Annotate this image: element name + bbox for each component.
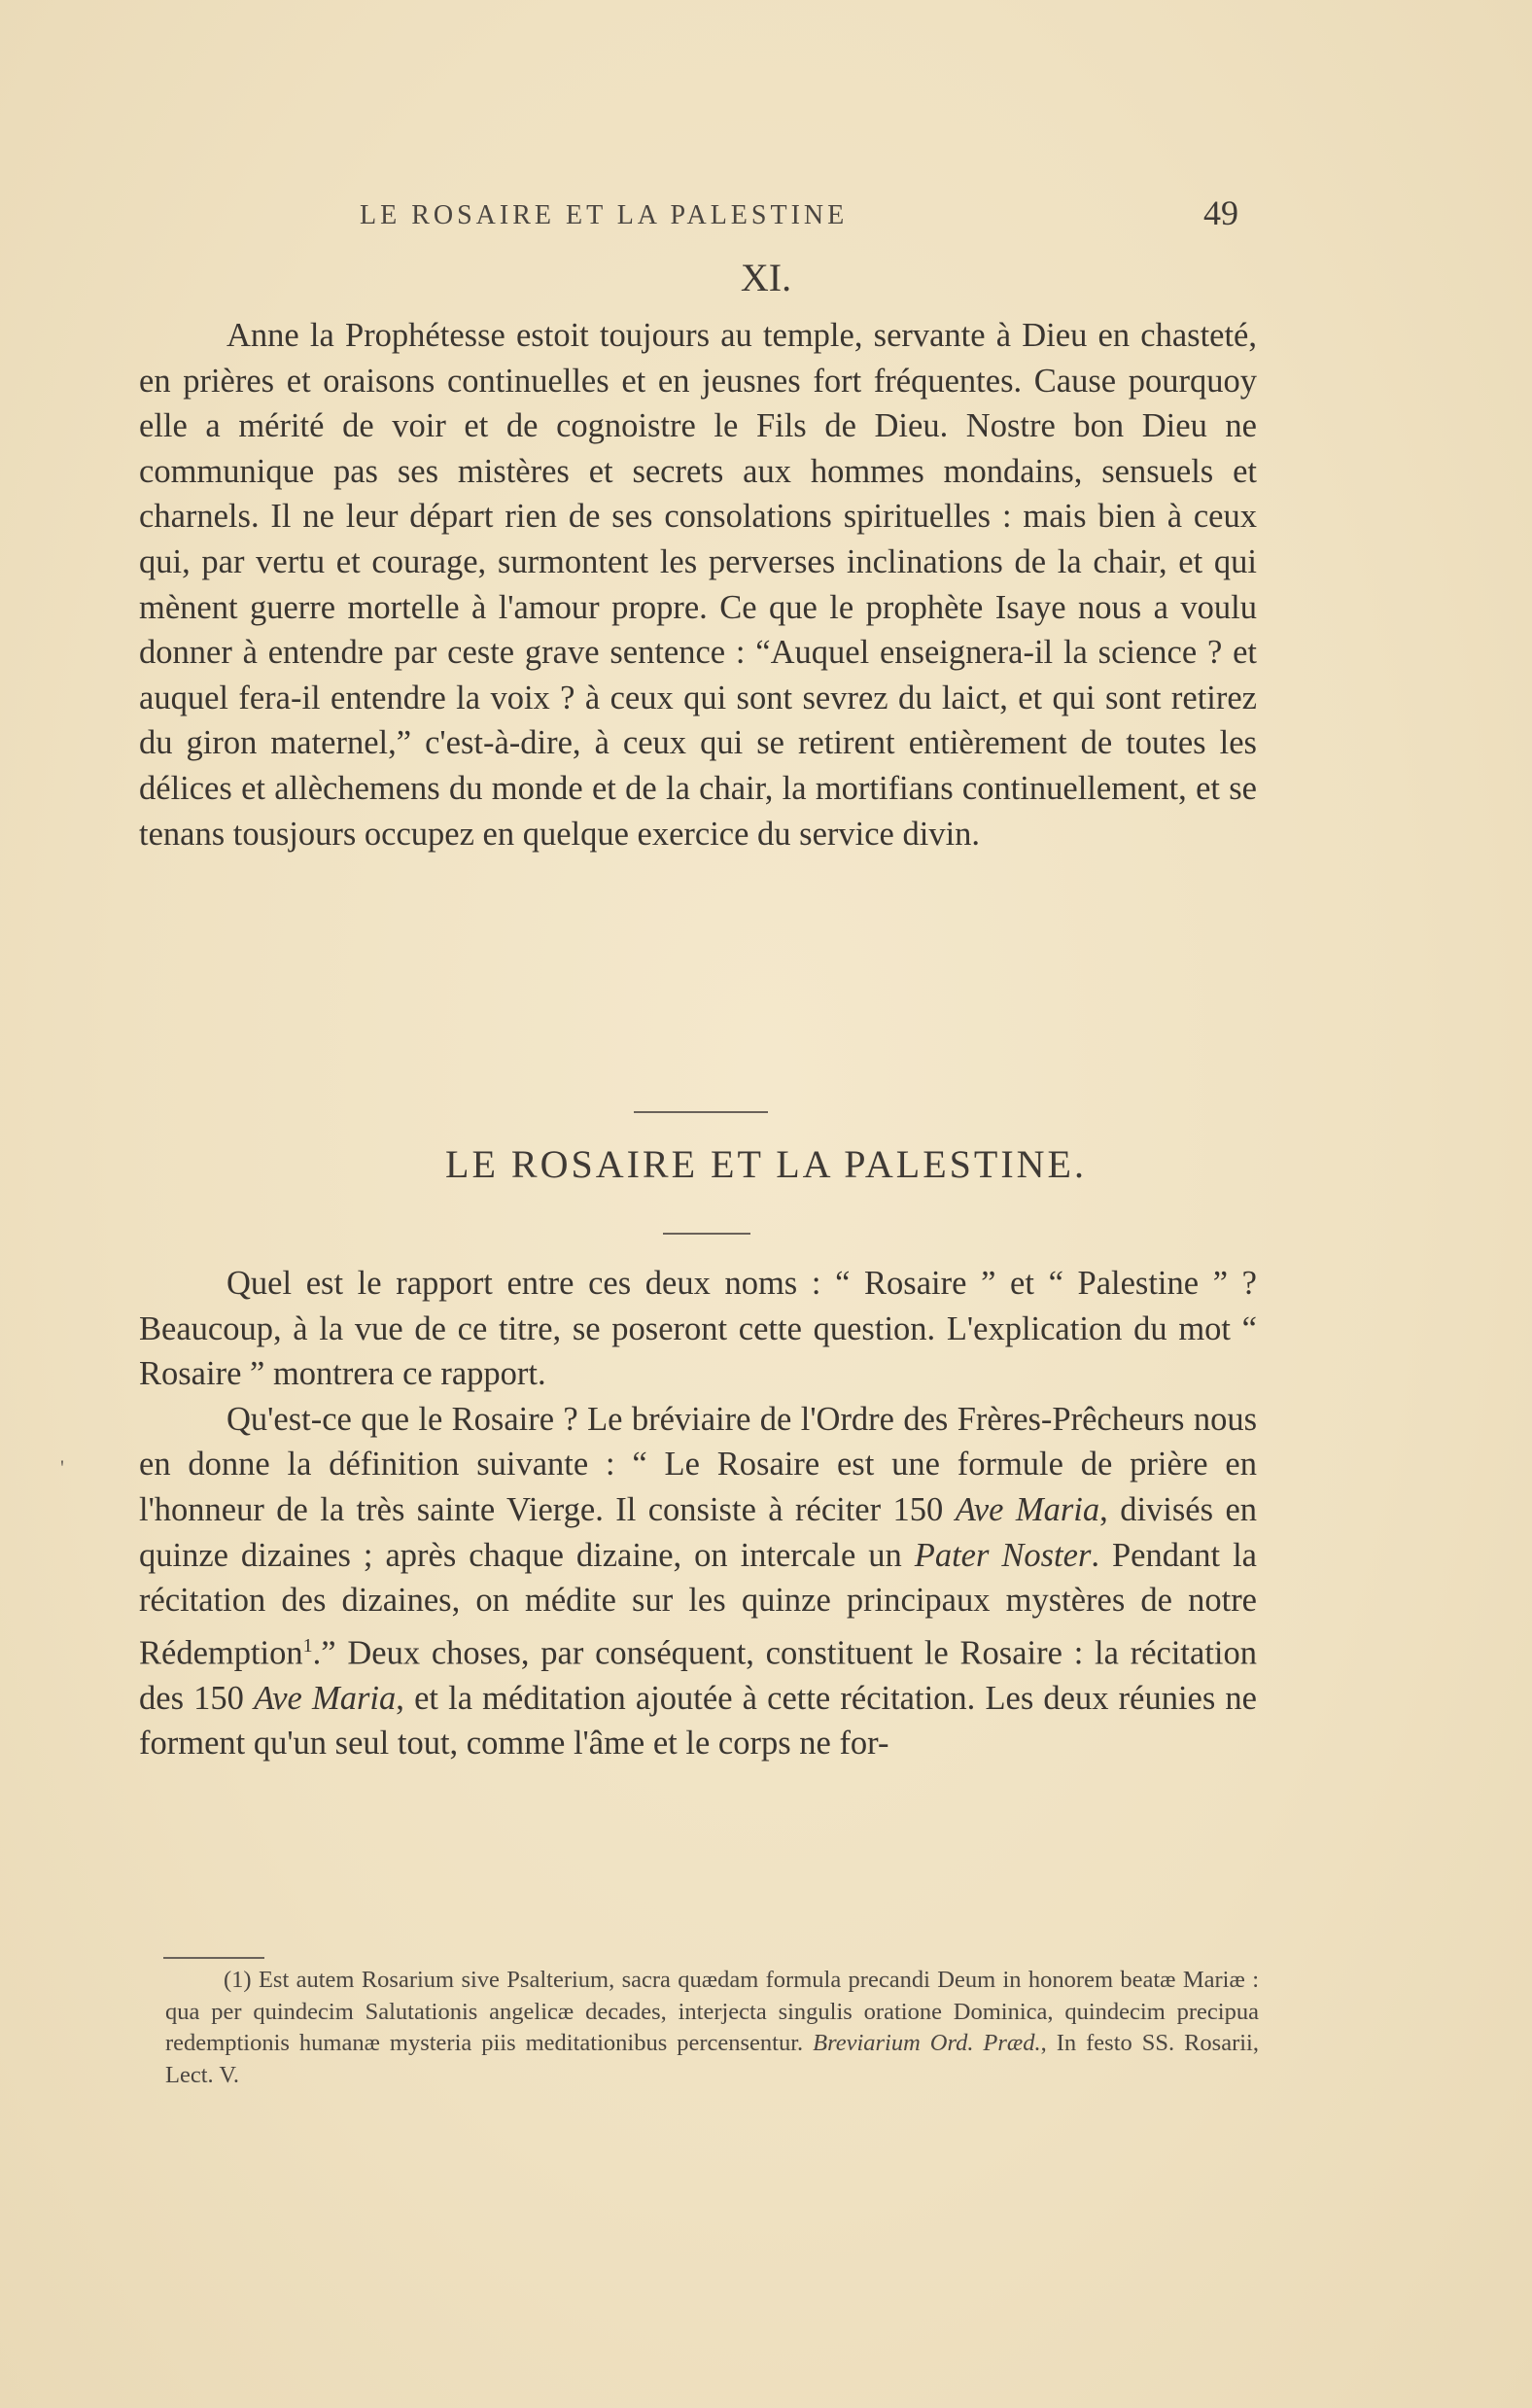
section-body xyxy=(139,313,1257,856)
footnote-citation: Breviarium Ord. Præd. xyxy=(813,2030,1041,2057)
paragraph-text: .” Deux choses, par conséquent, constituent le Rosaire : la récitation des 150 xyxy=(139,1634,1257,1717)
divider-rule-top xyxy=(634,1111,768,1113)
paragraph-text: , et la méditation ajoutée à cette récitation. Les deux réunies ne forment qu'un seul tout, comme l'âme et le corps ne for- xyxy=(139,1679,1257,1762)
section-number: XI. xyxy=(740,256,792,299)
footnote-marker: (1) xyxy=(224,1967,252,1993)
chapter-paragraph-2 xyxy=(139,1397,1257,1766)
footnote-rule xyxy=(163,1957,264,1959)
paragraph-text: Qu'est-ce que le Rosaire ? Le bréviaire de l'Ordre des Frères-Prêcheurs nous en donne la définition suivante : “ Le Rosaire est une formule de prière en l'honneur de la très sainte Vierge. Il consiste à réciter 150 xyxy=(139,1400,1257,1528)
chapter-paragraph-1: Quel est le rapport entre ces deux noms : “ Rosaire ” et “ Palestine ” ? Beaucoup, à la vue de ce titre, se poseront cette question. L'explication du mot “ Rosaire ” montrera ce rapport. xyxy=(139,1265,1257,1393)
paragraph-text: . Pendant la récitation des dizaines, on médite sur les quinze principaux mystères de notre Rédemption xyxy=(139,1536,1257,1672)
footnote-reference: 1 xyxy=(302,1634,313,1657)
running-head xyxy=(0,194,1532,243)
footnote-text: , In festo SS. Rosarii, Lect. V. xyxy=(165,2030,1259,2088)
italic-term: Pater Noster xyxy=(914,1536,1092,1574)
footnote-paragraph xyxy=(165,1965,1259,2091)
section-paragraph: Anne la Prophétesse estoit toujours au temple, servante à Dieu en chasteté, en prières et oraisons continuelles et en jeusnes fort fréquentes. Cause pourquoy elle a mérité de voir et de cognoistre le Fils de Dieu. Nostre bon Dieu ne communique pas ses mistères et secrets aux hommes mondains, sensuels et charnels. Il ne leur départ rien de ses consolations spirituelles : mais bien à ceux qui, par vertu et courage, surmontent les perverses inclinations de la chair, et qui mènent guerre mortelle à l'amour propre. Ce que le prophète Isaye nous a voulu donner à entendre par ceste grave sentence : “Auquel enseignera-il la science ? et auquel fera-il entendre la voix ? à ceux qui sont sevrez du laict, et qui sont retirez du giron maternel,” c'est-à-dire, à ceux qui se retirent entièrement de toutes les délices et allèchemens du monde et de la chair, la mortifians continuellement, et se tenans tousjours occupez en quelque exercice du service divin. xyxy=(139,317,1257,853)
page-number: 49 xyxy=(1203,193,1238,232)
divider-rule-bottom xyxy=(663,1233,750,1235)
italic-term: Ave Maria xyxy=(254,1679,397,1717)
italic-term: Ave Maria xyxy=(955,1490,1100,1528)
margin-mark: ' xyxy=(60,1455,64,1480)
running-head-title: LE ROSAIRE ET LA PALESTINE xyxy=(360,200,849,230)
chapter-body xyxy=(139,1261,1257,1766)
paragraph-text: , divisés en quinze dizaines ; après chaque dizaine, on intercale un xyxy=(139,1490,1258,1574)
chapter-title: LE ROSAIRE ET LA PALESTINE. xyxy=(445,1142,1087,1186)
footnote xyxy=(165,1965,1259,2091)
footnote-text: Est autem Rosarium sive Psalterium, sacra quædam formula precandi Deum in honorem beatæ Mariæ : qua per quindecim Salutationis angelicæ decades, interjecta singulis oratione Dominica, quindecim precipua redemptionis humanæ mysteria piis meditationibus percensentur. xyxy=(165,1967,1259,2057)
